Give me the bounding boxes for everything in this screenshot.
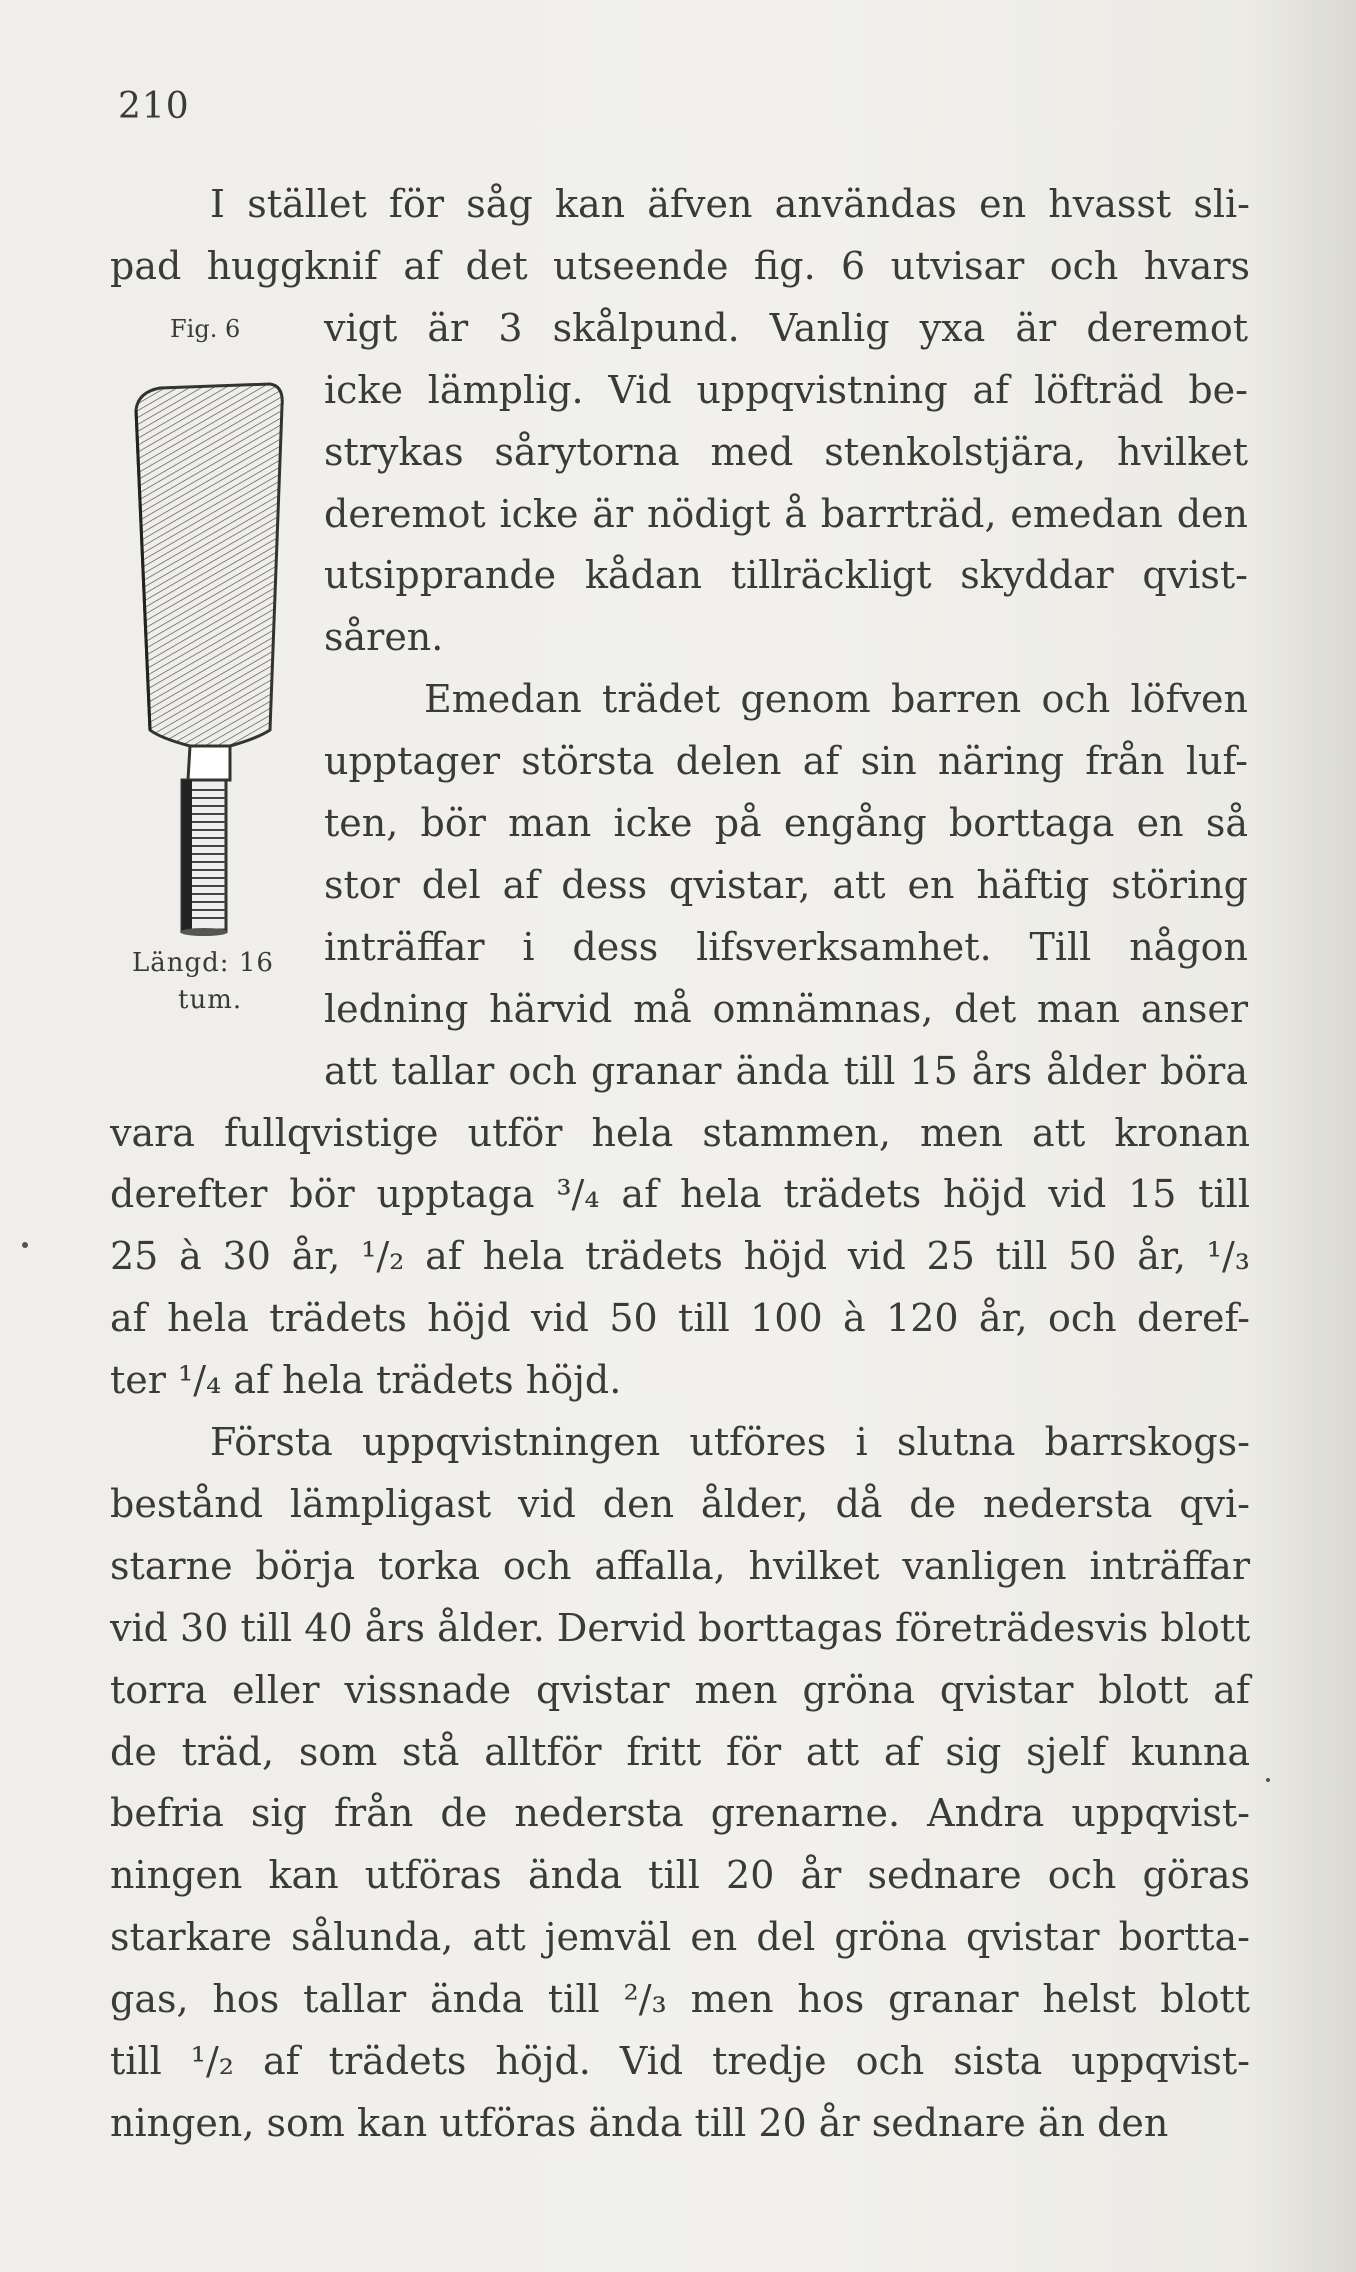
text-line: gas, hos tallar ända till ²/₃ men hos granar helst blott — [110, 1977, 1250, 2022]
text-line: Emedan trädet genom barren och löfven — [424, 677, 1248, 722]
text-line: upptager största delen af sin näring från luf- — [324, 739, 1248, 784]
text-line: starkare sålunda, att jemväl en del gröna qvistar bortta- — [110, 1915, 1250, 1960]
text-line: inträffar i dess lifsverksamhet. Till någon — [324, 924, 1248, 969]
text-line: vigt är 3 skålpund. Vanlig yxa är deremot — [324, 305, 1248, 350]
text-line: strykas sårytorna med stenkolstjära, hvilket — [324, 429, 1248, 474]
text-line: torra eller vissnade qvistar men gröna qvistar blott af — [110, 1667, 1250, 1712]
text-line: ningen, som kan utföras ända till 20 år sednare än den — [110, 2100, 1169, 2145]
text-line: icke lämplig. Vid uppqvistning af löfträd be- — [324, 367, 1248, 412]
paper-speck — [22, 1242, 28, 1248]
text-line: vara fullqvistige utför hela stammen, men att kronan — [110, 1110, 1250, 1155]
text-line: 25 à 30 år, ¹/₂ af hela trädets höjd vid 25 till 50 år, ¹/₃ — [110, 1234, 1250, 1279]
text-line: deremot icke är nödigt å barrträd, emedan den — [324, 491, 1248, 536]
text-line: derefter bör upptaga ³/₄ af hela trädets höjd vid 15 till — [110, 1172, 1250, 1217]
text-line: till ¹/₂ af trädets höjd. Vid tredje och sista uppqvist- — [110, 2039, 1250, 2083]
text-line: att tallar och granar ända till 15 års ålder böra — [324, 1048, 1248, 1093]
page-number: 210 — [118, 86, 190, 127]
text-line: ningen kan utföras ända till 20 år sednare och göras — [110, 1853, 1250, 1898]
text-line: befria sig från de nedersta grenarne. Andra uppqvist- — [110, 1791, 1250, 1836]
text-line: vid 30 till 40 års ålder. Dervid borttagas företrädesvis blott — [110, 1605, 1251, 1650]
text-line: starne börja torka och affalla, hvilket vanligen inträffar — [110, 1543, 1250, 1588]
huggknif-illustration — [130, 380, 290, 940]
text-line: ten, bör man icke på engång borttaga en så — [324, 801, 1248, 845]
text-line: de träd, som stå alltför fritt för att af sig sjelf kunna — [110, 1729, 1250, 1774]
text-line: pad huggknif af det utseende fig. 6 utvisar och hvars — [110, 243, 1250, 288]
text-line: af hela trädets höjd vid 50 till 100 à 120 år, och deref- — [110, 1296, 1250, 1341]
figure-label: Fig. 6 — [170, 315, 241, 343]
text-line: stor del af dess qvistar, att en häftig störing — [324, 862, 1248, 907]
paper-speck — [1266, 1778, 1270, 1782]
figure-caption-unit: tum. — [178, 985, 243, 1015]
text-line: I stället för såg kan äfven användas en hvasst sli- — [210, 182, 1250, 226]
text-line: bestånd lämpligast vid den ålder, då de nedersta qvi- — [110, 1481, 1250, 1526]
text-line: ter ¹/₄ af hela trädets höjd. — [110, 1358, 622, 1403]
text-line: såren. — [324, 615, 444, 660]
text-line: Första uppqvistningen utföres i slutna barrskogs- — [210, 1420, 1250, 1464]
text-line: utsipprande kådan tillräckligt skyddar qvist- — [324, 553, 1248, 598]
figure-caption-length: Längd: 16 — [132, 948, 274, 978]
text-line: ledning härvid må omnämnas, det man anser — [324, 986, 1248, 1031]
